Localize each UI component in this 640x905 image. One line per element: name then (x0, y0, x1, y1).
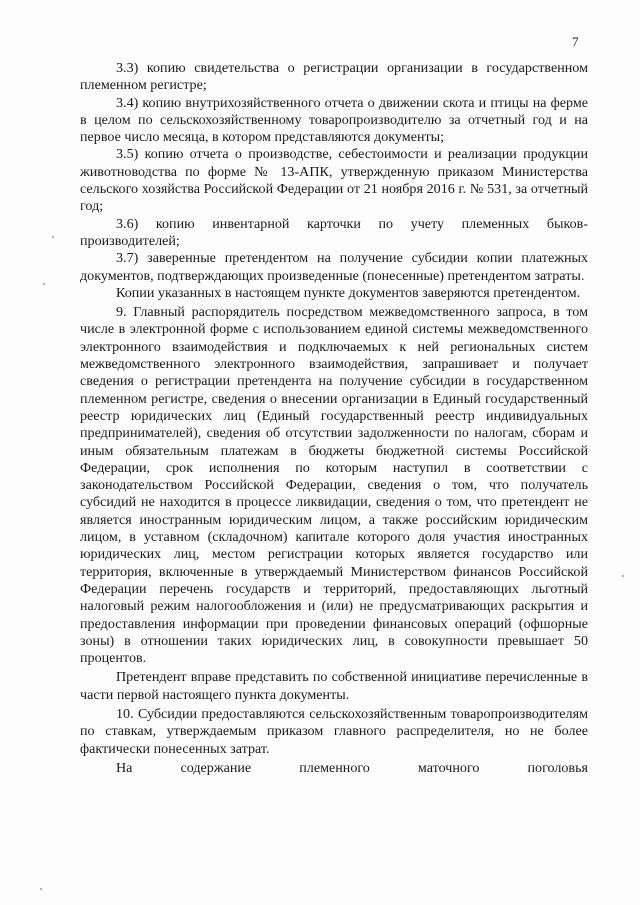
scan-speck (622, 575, 624, 577)
paragraph-3-3: 3.3) копию свидетельства о регистрации организации в государственном племенном регистре; (80, 60, 588, 94)
paragraph-3-7: 3.7) заверенные претендентом на получение субсидии копии платежных документов, подтверждающих произведенные (понесенные) претендентом затраты. (80, 250, 588, 284)
paragraph-copies-note: Копии указанных в настоящем пункте документов заверяются претендентом. (116, 284, 581, 301)
paragraph-3-4: 3.4) копию внутрихозяйственного отчета о движении скота и птицы на ферме в целом по сельскохозяйственному товаропроизводителю за отчетный год и на первое число месяца, в котором представляются документы; (80, 94, 588, 146)
scan-speck (52, 236, 54, 238)
paragraph-applicant-right: Претендент вправе представить по собственной инициативе перечисленные в части первой настоящего пункта документы. (80, 669, 588, 703)
paragraph-9: 9. Главный распорядитель посредством межведомственного запроса, в том числе в электронной форме с использованием единой системы межведомственного электронного взаимодействия и подключаемых к ней региональных систем межведомственного электронного взаимодействия, запрашивает и получает сведения о регистрации претендента на получение субсидии в государственном племенном регистре, сведения о внесении организации в Единый государственный реестр юридических лиц (Единый государственный реестр индивидуальных предпринимателей), сведения об отсутствии задолженности по налогам, сборам и иным обязательным платежам в бюджеты бюджетной системы Российской Федерации, срок исполнения по которым наступил в соответствии с законодательством Российской Федерации, сведения о том, что получатель субсидий не находится в процессе ликвидации, сведения о том, что претендент не является иностранным юридическим лицом, а также российским юридическим лицом, в уставном (складочном) капитале которого доля участия иностранных юридических лиц, местом регистрации которых является государство или территория, включенные в утверждаемый Министерством финансов Российской Федерации перечень государств и территорий, предоставляющих льготный налоговый режим налогообложения и (или) не предусматривающих раскрытия и предоставления информации при проведении финансовых операций (офшорные зоны) в отношении таких юридических лиц, в совокупности превышает 50 процентов. (80, 304, 588, 667)
scan-speck (40, 888, 42, 890)
document-body (80, 60, 588, 777)
paragraph-10: 10. Субсидии предоставляются сельскохозяйственным товаропроизводителям по ставкам, утверждаемым приказом главного распределителя, но не более фактически понесенных затрат. (80, 705, 588, 757)
page-number: 7 (572, 34, 579, 49)
scan-speck (43, 283, 45, 285)
paragraph-breeding-stock: На содержание племенного маточного поголовья (116, 759, 588, 776)
paragraph-3-6: 3.6) копию инвентарной карточки по учету племенных быков-производителей; (80, 215, 588, 249)
paragraph-3-5: 3.5) копию отчета о производстве, себестоимости и реализации продукции животноводства по форме № 13-АПК, утвержденную приказом Министерства сельского хозяйства Российской Федерации от 21 ноября 2016 г. № 531, за отчетный год; (80, 146, 588, 215)
